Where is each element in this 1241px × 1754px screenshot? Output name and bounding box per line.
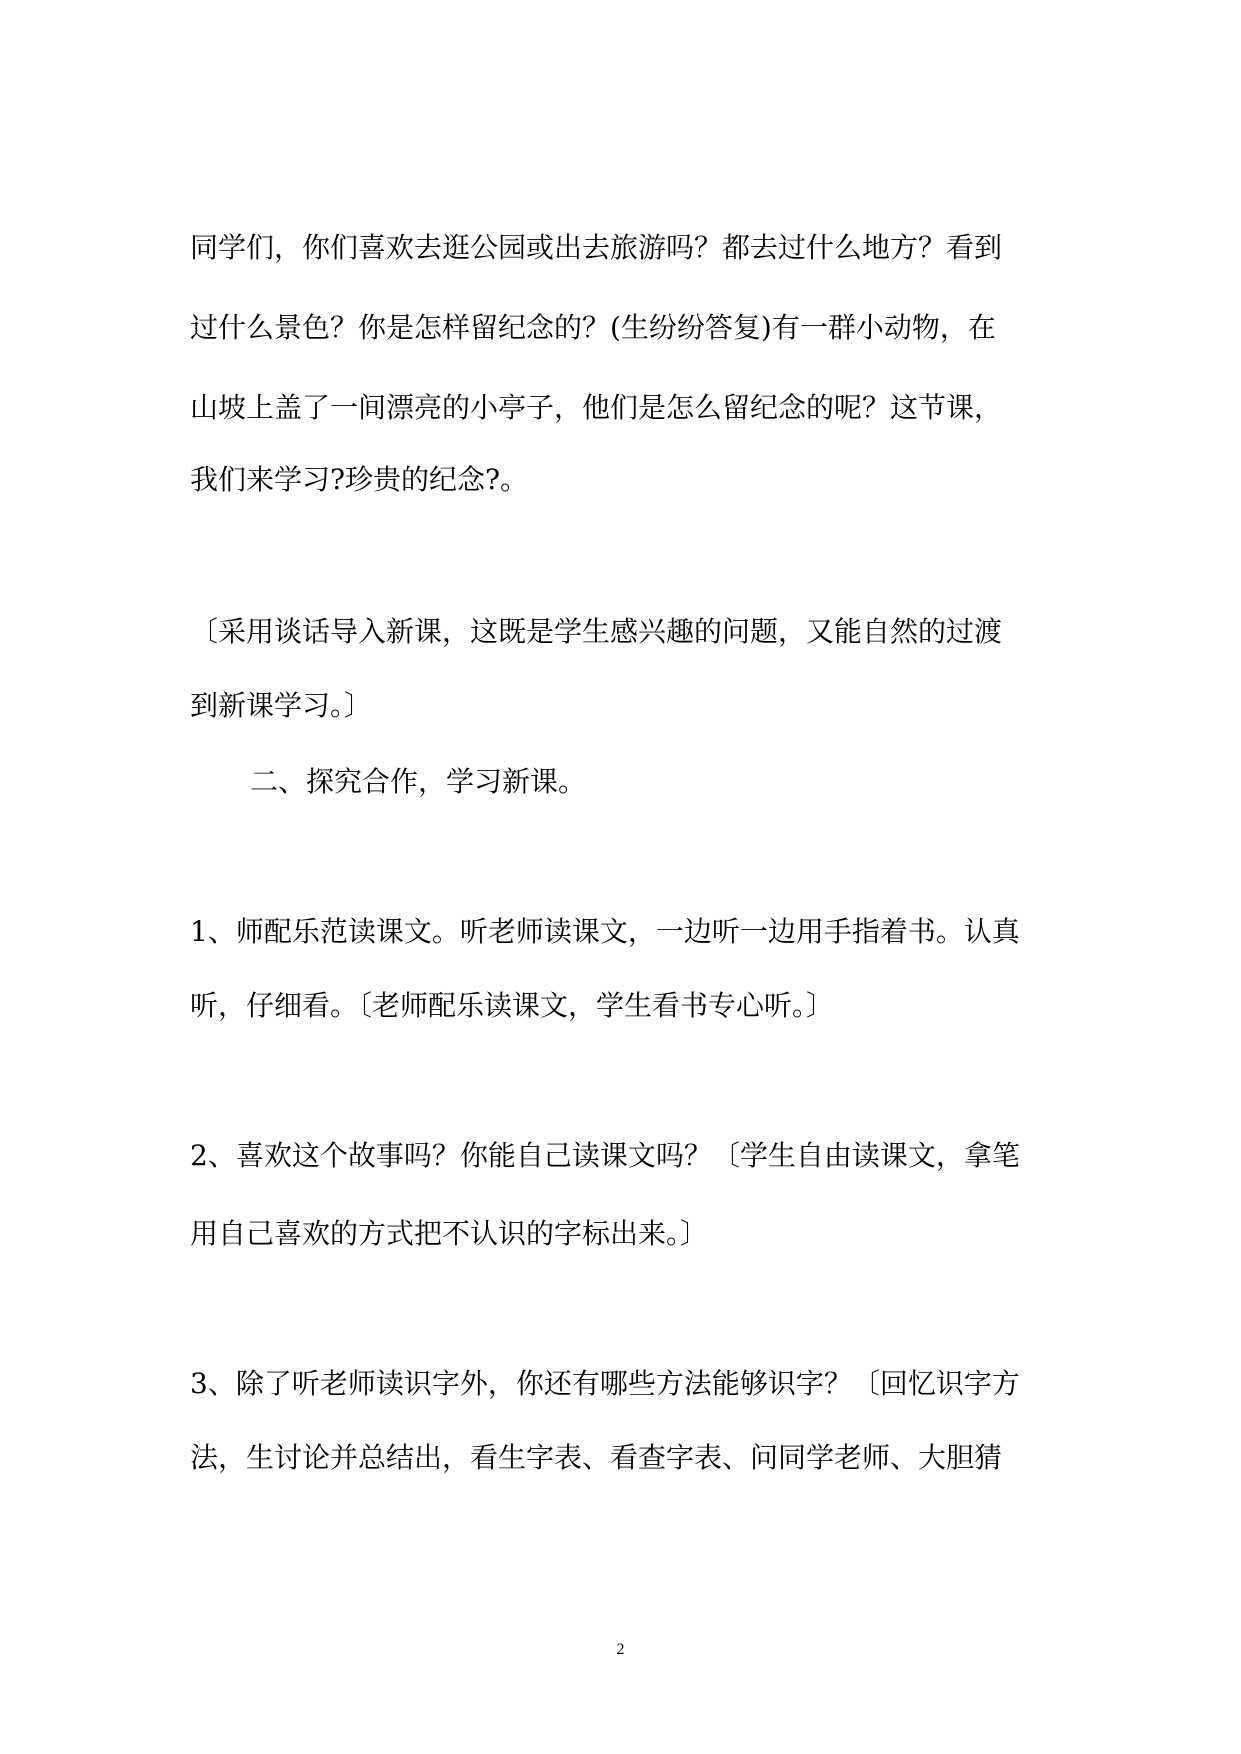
item-2-line-1: 2、喜欢这个故事吗？你能自己读课文吗？〔学生自由读课文，拿笔 [190,1139,1020,1172]
item-3-line-1: 3、除了听老师读识字外，你还有哪些方法能够识字？〔回忆识字方 [190,1367,1020,1400]
item-1-line-2: 听，仔细看。〔老师配乐读课文，学生看书专心听。〕 [190,989,835,1022]
item-3-line-2: 法，生讨论并总结出，看生字表、看查字表、问同学老师、大胆猜 [190,1441,1003,1474]
note-line-2: 到新课学习。〕 [190,689,373,722]
intro-line-1: 同学们，你们喜欢去逛公园或出去旅游吗？都去过什么地方？看到 [190,231,1003,264]
note-line-1: 〔采用谈话导入新课，这既是学生感兴趣的问题，又能自然的过渡 [190,615,1003,648]
intro-line-3: 山坡上盖了一间漂亮的小亭子，他们是怎么留纪念的呢？这节课， [190,391,1003,424]
section-heading: 二、探究合作，学习新课。 [250,765,587,798]
item-1-line-1: 1、师配乐范读课文。听老师读课文，一边听一边用手指着书。认真 [190,915,1020,948]
intro-line-4: 我们来学习?珍贵的纪念?。 [190,463,529,496]
page-number: 2 [616,1641,625,1658]
intro-line-2: 过什么景色？你是怎样留纪念的？(生纷纷答复)有一群小动物，在 [190,311,996,344]
item-2-line-2: 用自己喜欢的方式把不认识的字标出来。〕 [190,1217,709,1250]
